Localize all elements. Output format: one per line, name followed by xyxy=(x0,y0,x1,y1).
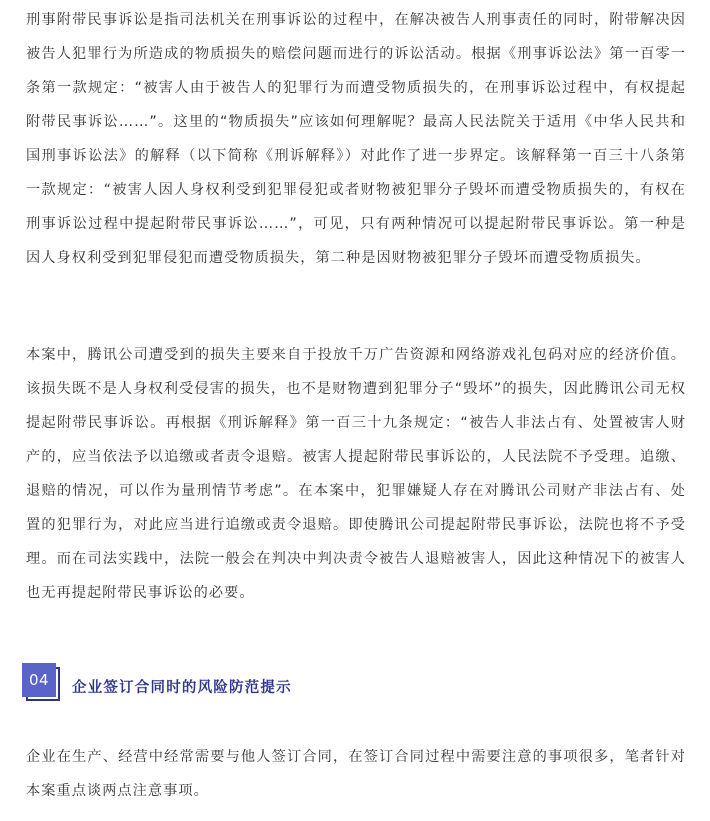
paragraph-case-analysis: 本案中，腾讯公司遭受到的损失主要来自于投放千万广告资源和网络游戏礼包码对应的经济价值。该损失既不是人身权利受侵害的损失，也不是财物遭到犯罪分子“毁坏”的损失，因此腾讯公司无权提起附带民事诉讼。再根据《刑诉解释》第一百三十九条规定：“被告人非法占有、处置被害人财产的，应当依法予以追缴或者责令退赔。被害人提起附带民事诉讼的，人民法院不予受理。追缴、退赔的情况，可以作为量刑情节考虑”。在本案中，犯罪嫌疑人存在对腾讯公司财产非法占有、处置的犯罪行为，对此应当进行追缴或责令退赔。即使腾讯公司提起附带民事诉讼，法院也将不予受理。而在司法实践中，法院一般会在判决中判决责令被告人退赔被害人，因此这种情况下的被害人也无再提起附带民事诉讼的必要。 xyxy=(26,347,686,601)
paragraph-civil-litigation-definition: 刑事附带民事诉讼是指司法机关在刑事诉讼的过程中，在解决被告人刑事责任的同时，附带解决因被告人犯罪行为所造成的物质损失的赔偿问题而进行的诉讼活动。根据《刑事诉讼法》第一百零一条第一款规定：“被害人由于被告人的犯罪行为而遭受物质损失的，在刑事诉讼过程中，有权提起附带民事诉讼……”。这里的“物质损失”应该如何理解呢？最高人民法院关于适用《中华人民共和国刑事诉讼法》的解释（以下简称《刑诉解释》）对此作了进一步界定。该解释第一百三十八条第一款规定：“被害人因人身权利受到犯罪侵犯或者财物被犯罪分子毁坏而遭受物质损失的，有权在刑事诉讼过程中提起附带民事诉讼……”，可见，只有两种情况可以提起附带民事诉讼。第一种是因人身权利受到犯罪侵犯而遭受物质损失，第二种是因财物被犯罪分子毁坏而遭受物质损失。 xyxy=(26,12,686,266)
paragraph-contract-intro: 企业在生产、经营中经常需要与他人签订合同，在签订合同过程中需要注意的事项很多，笔者针对本案重点谈两点注意事项。 xyxy=(26,749,686,799)
section-number-badge: 04 xyxy=(22,663,56,697)
section-title: 企业签订合同时的风险防范提示 xyxy=(72,680,292,696)
section-header xyxy=(22,663,682,707)
